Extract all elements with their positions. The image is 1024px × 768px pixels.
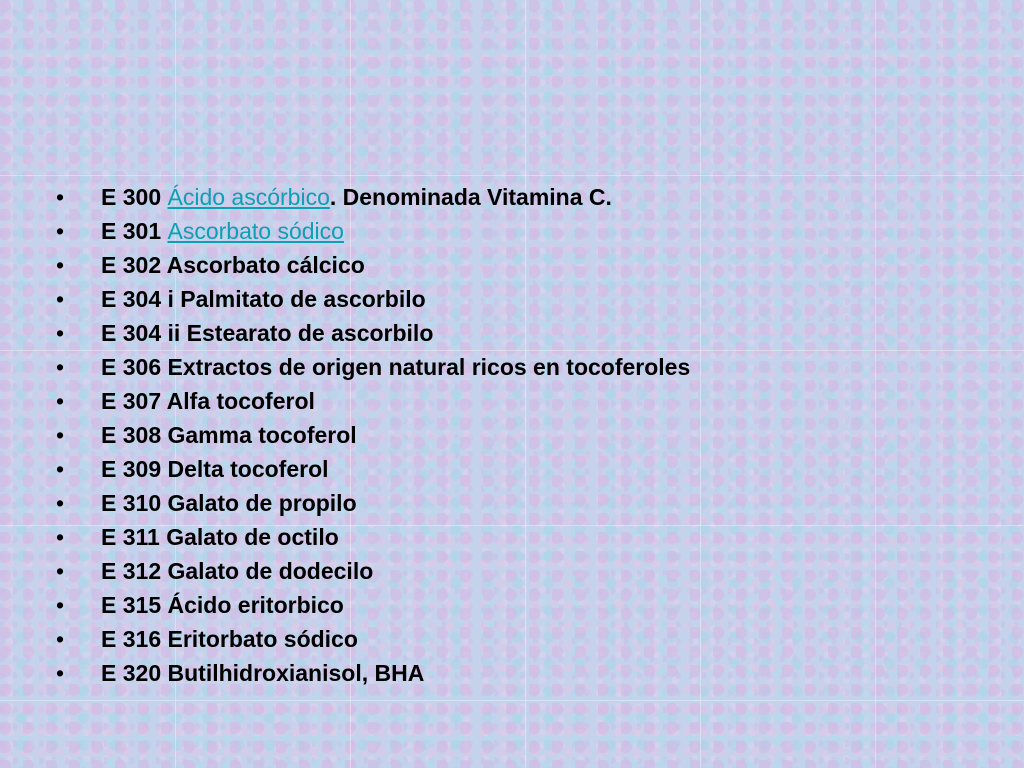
- bullet-icon: •: [56, 388, 65, 414]
- additive-name: Palmitato de ascorbilo: [180, 286, 426, 312]
- additive-code: E 301: [101, 218, 162, 244]
- additive-code: E 320: [101, 660, 162, 686]
- list-item: [56, 418, 690, 452]
- additive-name: Galato de dodecilo: [167, 558, 374, 584]
- bullet-icon: •: [56, 456, 65, 482]
- list-item: [56, 282, 690, 316]
- list-item: [56, 248, 690, 282]
- additive-name: Estearato de ascorbilo: [186, 320, 434, 346]
- bullet-icon: •: [56, 286, 65, 312]
- additive-code: E 300: [101, 184, 162, 210]
- bullet-icon: •: [56, 558, 65, 584]
- additive-name: Extractos de origen natural ricos en tocoferoles: [167, 354, 691, 380]
- tile-seam: [0, 175, 1024, 176]
- additive-link[interactable]: Ascorbato sódico: [167, 218, 344, 244]
- additive-code: E 308: [101, 422, 162, 448]
- list-item: [56, 486, 690, 520]
- additive-code: E 304 ii: [101, 320, 181, 346]
- additive-name: Eritorbato sódico: [167, 626, 358, 652]
- additive-code: E 312: [101, 558, 162, 584]
- bullet-icon: •: [56, 626, 65, 652]
- list-item: [56, 452, 690, 486]
- list-item: [56, 316, 690, 350]
- additive-link[interactable]: Ácido ascórbico: [167, 184, 330, 210]
- list-item: [56, 214, 690, 248]
- additive-name: . Denominada Vitamina C.: [329, 184, 612, 210]
- bullet-icon: •: [56, 218, 65, 244]
- additive-name: Galato de propilo: [167, 490, 357, 516]
- additive-name: Ascorbato cálcico: [166, 252, 365, 278]
- bullet-icon: •: [56, 184, 65, 210]
- additive-name: Butilhidroxianisol, BHA: [167, 660, 425, 686]
- additive-name: Alfa tocoferol: [166, 388, 315, 414]
- list-item: [56, 384, 690, 418]
- additive-name: Delta tocoferol: [167, 456, 329, 482]
- list-item: [56, 656, 690, 690]
- bullet-icon: •: [56, 660, 65, 686]
- additive-code: E 306: [101, 354, 162, 380]
- list-item: [56, 520, 690, 554]
- additive-name: Gamma tocoferol: [167, 422, 357, 448]
- bullet-icon: •: [56, 592, 65, 618]
- bullet-icon: •: [56, 354, 65, 380]
- bullet-icon: •: [56, 490, 65, 516]
- list-item: [56, 588, 690, 622]
- bullet-icon: •: [56, 422, 65, 448]
- additive-code: E 302: [101, 252, 162, 278]
- list-item: [56, 350, 690, 384]
- bullet-icon: •: [56, 252, 65, 278]
- additive-name: Ácido eritorbico: [167, 592, 344, 618]
- additive-code: E 304 i: [101, 286, 174, 312]
- additive-code: E 315: [101, 592, 162, 618]
- list-item: [56, 180, 690, 214]
- list-item: [56, 554, 690, 588]
- list-item: [56, 622, 690, 656]
- bullet-icon: •: [56, 320, 65, 346]
- additive-code: E 307: [101, 388, 162, 414]
- additive-list: [56, 180, 690, 690]
- bullet-icon: •: [56, 524, 65, 550]
- additive-name: Galato de octilo: [166, 524, 339, 550]
- additive-code: E 316: [101, 626, 162, 652]
- tile-seam: [700, 0, 701, 768]
- additive-code: E 309: [101, 456, 162, 482]
- additive-code: E 310: [101, 490, 162, 516]
- tile-seam: [0, 700, 1024, 701]
- additive-code: E 311: [101, 524, 160, 550]
- tile-seam: [875, 0, 876, 768]
